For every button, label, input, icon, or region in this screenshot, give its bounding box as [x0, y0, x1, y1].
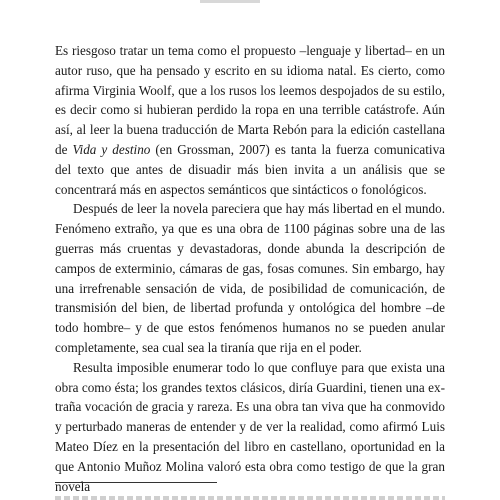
- paragraph-2: Después de leer la novela pareciera que hay más libertad en el mundo. Fenómeno extraño, ya que es una obra de 1100 páginas sobre una de las guerras más cruentas y devastadoras, donde abunda la descripción de campos de exterminio, cámaras de gas, fosas comunes. Sin embargo, hay una irrefrenable sensación de vida, de posibilidad de comunicación, de transmisión del bien, de libertad profunda y ontológica del hombre –de todo hombre– y de que estos fenómenos humanos no se pueden anular completamente, sea cual sea la tiranía que rija en el poder.: [55, 201, 445, 355]
- paragraph-3: Resulta imposible enumerar todo lo que confluye para que exista una obra como ésta; los grandes textos clásicos, diría Guardini, tienen una extraña vocación de gracia y rareza. Es una obra tan viva que ha conmovido y perturbado maneras de entender y de ver la realidad, como afirmó Luis Mateo Díez en la presentación del libro en castellano, oportunidad en la que Antonio Muñoz Molina valoró esta obra como testigo de que la gran novela: [55, 359, 445, 494]
- top-cropped-text: [200, 0, 260, 3]
- book-title-italic: Vida y destino: [72, 141, 151, 157]
- paragraph-1-part-a: Es riesgoso tratar un tema como el propuesto –lenguaje y libertad– en un autor ruso, que ha pensado y escrito en su idioma natal. Es cierto, como afirma Virginia Woolf, que a los rusos los leemos despojados de su estilo, es decir como si hubieran perdido la ropa en una terrible catástrofe. Aún así, al leer la buena traducción de Marta Rebón para la edición castellana de: [55, 43, 445, 157]
- paragraph-1: [55, 41, 445, 199]
- body-text: [55, 41, 445, 496]
- footnote-separator: [55, 482, 217, 483]
- bottom-cropped-footnote: [55, 496, 445, 500]
- paragraph-1-part-b: (en Grossman, 2007) es tanta la fuerza comunicativa del texto que antes de disuadir más bien invita a un análisis que se concentrará más en aspectos semánticos que sintácticos o fonológicos.: [55, 141, 446, 197]
